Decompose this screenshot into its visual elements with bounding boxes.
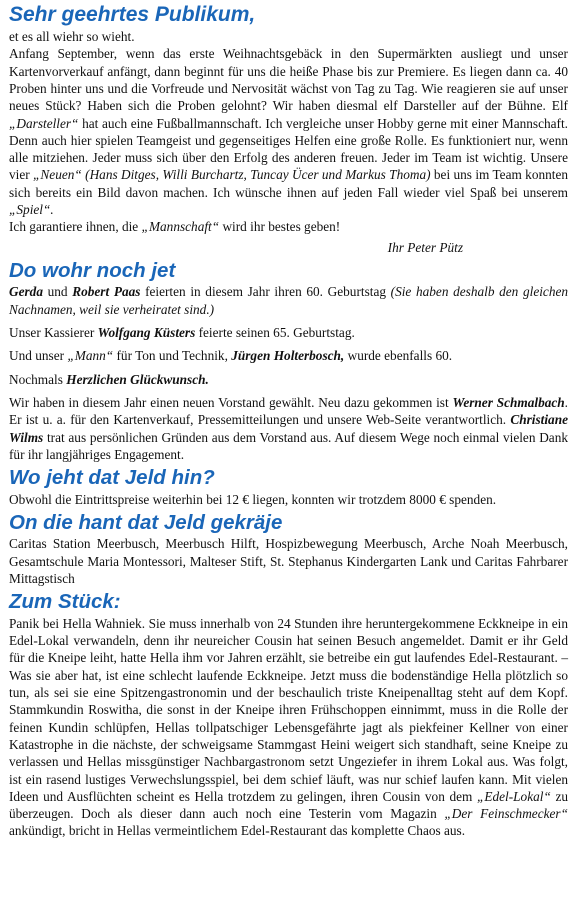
- text: . Er ist u. a. für den Kartenverkauf, Pressemitteilungen und unsere Web-Seite verantwortlich.: [9, 394, 568, 428]
- money-text: Obwohl die Eintrittspreise weiterhin bei 12 € liegen, konnten wir trotzdem 8000 € spenden.: [9, 491, 497, 507]
- quote: „Mann“: [67, 348, 114, 364]
- news-birthday-holterbosch: [9, 347, 568, 364]
- name: Wolfgang Küsters: [97, 325, 196, 341]
- emphasis: Herzlichen Glückwunsch.: [66, 371, 209, 387]
- text: hat auch eine Fußballmannschaft. Ich vergleiche unser Hobby gerne mit einer Mannschaft. Denn auch hier spielen Teamgeist und gegenseitiges Helfen eine große Rolle. Es funktioniert nur, wenn alle mitziehen. Jeder muss sich über den Erfolg des anderen freuen. Jeder im Team ist wichtig. Unsere vier: [9, 115, 568, 183]
- text: bei uns im Team konnten sich bereits ein Bild davon machen. Ich wünsche ihnen auf jeden Fall wieder viel Spaß bei unserem: [9, 167, 569, 200]
- greeting-intro: et es all wiehr so wieht.: [9, 29, 135, 45]
- signature: Ihr Peter Pütz: [387, 239, 463, 255]
- text: Anfang September, wenn das erste Weihnachtsgebäck in den Supermärkten ausliegt und unser Kartenvorverkauf anfängt, dann beginnt für uns die heiße Phase bis zur Premiere. Es liegen dann ca. 40 Proben hinter uns und die Vorfreude und Nervosität wächst von Tag zu Tag. Wie reagieren sie auf unser neues Stück? Haben sich die Proben gelohnt? Wir haben diesmal elf Darsteller auf der Bühne. Elf: [9, 46, 568, 114]
- text: Und unser: [9, 348, 68, 364]
- section-greeting: [9, 4, 568, 256]
- news-birthday-kuesters: [9, 324, 568, 341]
- text: wurde ebenfalls 60.: [344, 348, 453, 364]
- quote: „Darsteller“: [9, 115, 79, 131]
- text: zu überzeugen. Doch als dieser dann auch noch eine Testerin vom Magazin: [9, 788, 569, 822]
- text: ankündigt, bricht in Hellas vermeintlichem Edel-Restaurant das komplette Chaos aus.: [9, 823, 466, 839]
- heading-play: Zum Stück:: [9, 590, 121, 614]
- heading-recipients: On die hant dat Jeld gekräje: [9, 510, 283, 534]
- text: Wir haben in diesem Jahr einen neuen Vorstand gewählt. Neu dazu gekommen ist: [9, 394, 453, 410]
- text: Panik bei Hella Wahniek. Sie muss innerhalb von 24 Stunden ihre heruntergekommene Eckkneipe in ein Edel-Lokal verwandeln, denn ihr neureicher Cousin hat seinen Besuch angemeldet. Damit er ihr Geld für die Kneipe leiht, hatte Hella ihm vor Jahren erzählt, sie betreibe ein gut laufendes Edel-Restaurant. – Was sie aber hat, ist eine schlecht laufende Eckkneipe. Jetzt muss die bodenständige Hella plötzlich so tun, als sei sie eine Spitzengastronomin und der beschaulich triste Kneipenalltag steht auf dem Kopf. Stammkundin Roswitha, die sonst in der Kneipe ihren Frühschoppen einnimmt, muss in die Rolle der feinen Kundin schlüpfen, Hellas tollpatschiger Lebensgefährte jagt als piekfeiner Kellner von einer Katastrophe in die nächste, der schweigsame Stammgast Heini weigert sich standhaft, seine Kneipe zu verlassen und Hellas missgünstiger Nachbargastronom setzt Ungeziefer in ihrem Lokal aus. Was folgt, ist ein rasend lustiges Verwechslungsspiel, bei dem schief läuft, was nur schief laufen kann. Mit vielen Ideen und Ausflüchten scheint es Hella trotzdem zu gelingen, ihren Cousin von dem: [9, 615, 568, 804]
- name: Christiane Wilms: [9, 412, 568, 445]
- text: Unser Kassierer: [9, 325, 98, 341]
- news-congrats: [9, 371, 568, 388]
- section-play: [9, 591, 568, 839]
- heading-greeting: Sehr geehrtes Publikum,: [9, 3, 256, 26]
- heading-news: Do wohr noch jet: [9, 258, 176, 282]
- play-text: [9, 615, 568, 840]
- greeting-closing: [9, 218, 568, 235]
- text: Nochmals: [9, 371, 67, 387]
- section-recipients: [9, 512, 568, 587]
- text: wird ihr bestes geben!: [219, 219, 341, 235]
- quote: „Der Feinschmecker“: [444, 806, 568, 822]
- news-board: [9, 394, 568, 463]
- section-news: [9, 260, 568, 463]
- text: und: [42, 284, 73, 300]
- heading-money: Wo jeht dat Jeld hin?: [9, 466, 215, 490]
- quote-names: „Neuen“ (Hans Ditges, Willi Burchartz, Tuncay Ücer und Markus Thoma): [33, 167, 431, 183]
- text: feierte seinen 65. Geburtstag.: [195, 325, 355, 341]
- news-birthday-paas: [9, 283, 568, 318]
- name: Werner Schmalbach: [452, 394, 565, 410]
- text: trat aus persönlichen Gründen aus dem Vorstand aus. Auf diesem Wege noch einmal vielen Dank für ihr langjähriges Engagement.: [9, 429, 568, 462]
- greeting-body: [9, 45, 568, 218]
- quote: „Mannschaft“: [141, 219, 220, 235]
- text: feierten in diesem Jahr ihren 60. Geburtstag: [140, 284, 391, 300]
- text: für Ton und Technik,: [113, 348, 232, 364]
- recipients-text: Caritas Station Meerbusch, Meerbusch Hilft, Hospizbewegung Meerbusch, Arche Noah Meerbusch, Gesamtschule Maria Montessori, Malteser Stift, St. Stephanus Kindergarten Lank und Caritas Fahrbarer Mittagstisch: [9, 536, 568, 587]
- note: (Sie haben deshalb den gleichen Nachnamen, weil sie verheiratet sind.): [9, 284, 569, 317]
- name: Jürgen Holterbosch,: [231, 348, 345, 364]
- name: Gerda: [9, 284, 43, 300]
- text: Ich garantiere ihnen, die: [9, 219, 142, 235]
- quote: „Edel-Lokal“: [476, 788, 551, 804]
- section-money: [9, 467, 568, 508]
- name: Robert Paas: [72, 284, 141, 300]
- quote: „Spiel“.: [9, 202, 54, 218]
